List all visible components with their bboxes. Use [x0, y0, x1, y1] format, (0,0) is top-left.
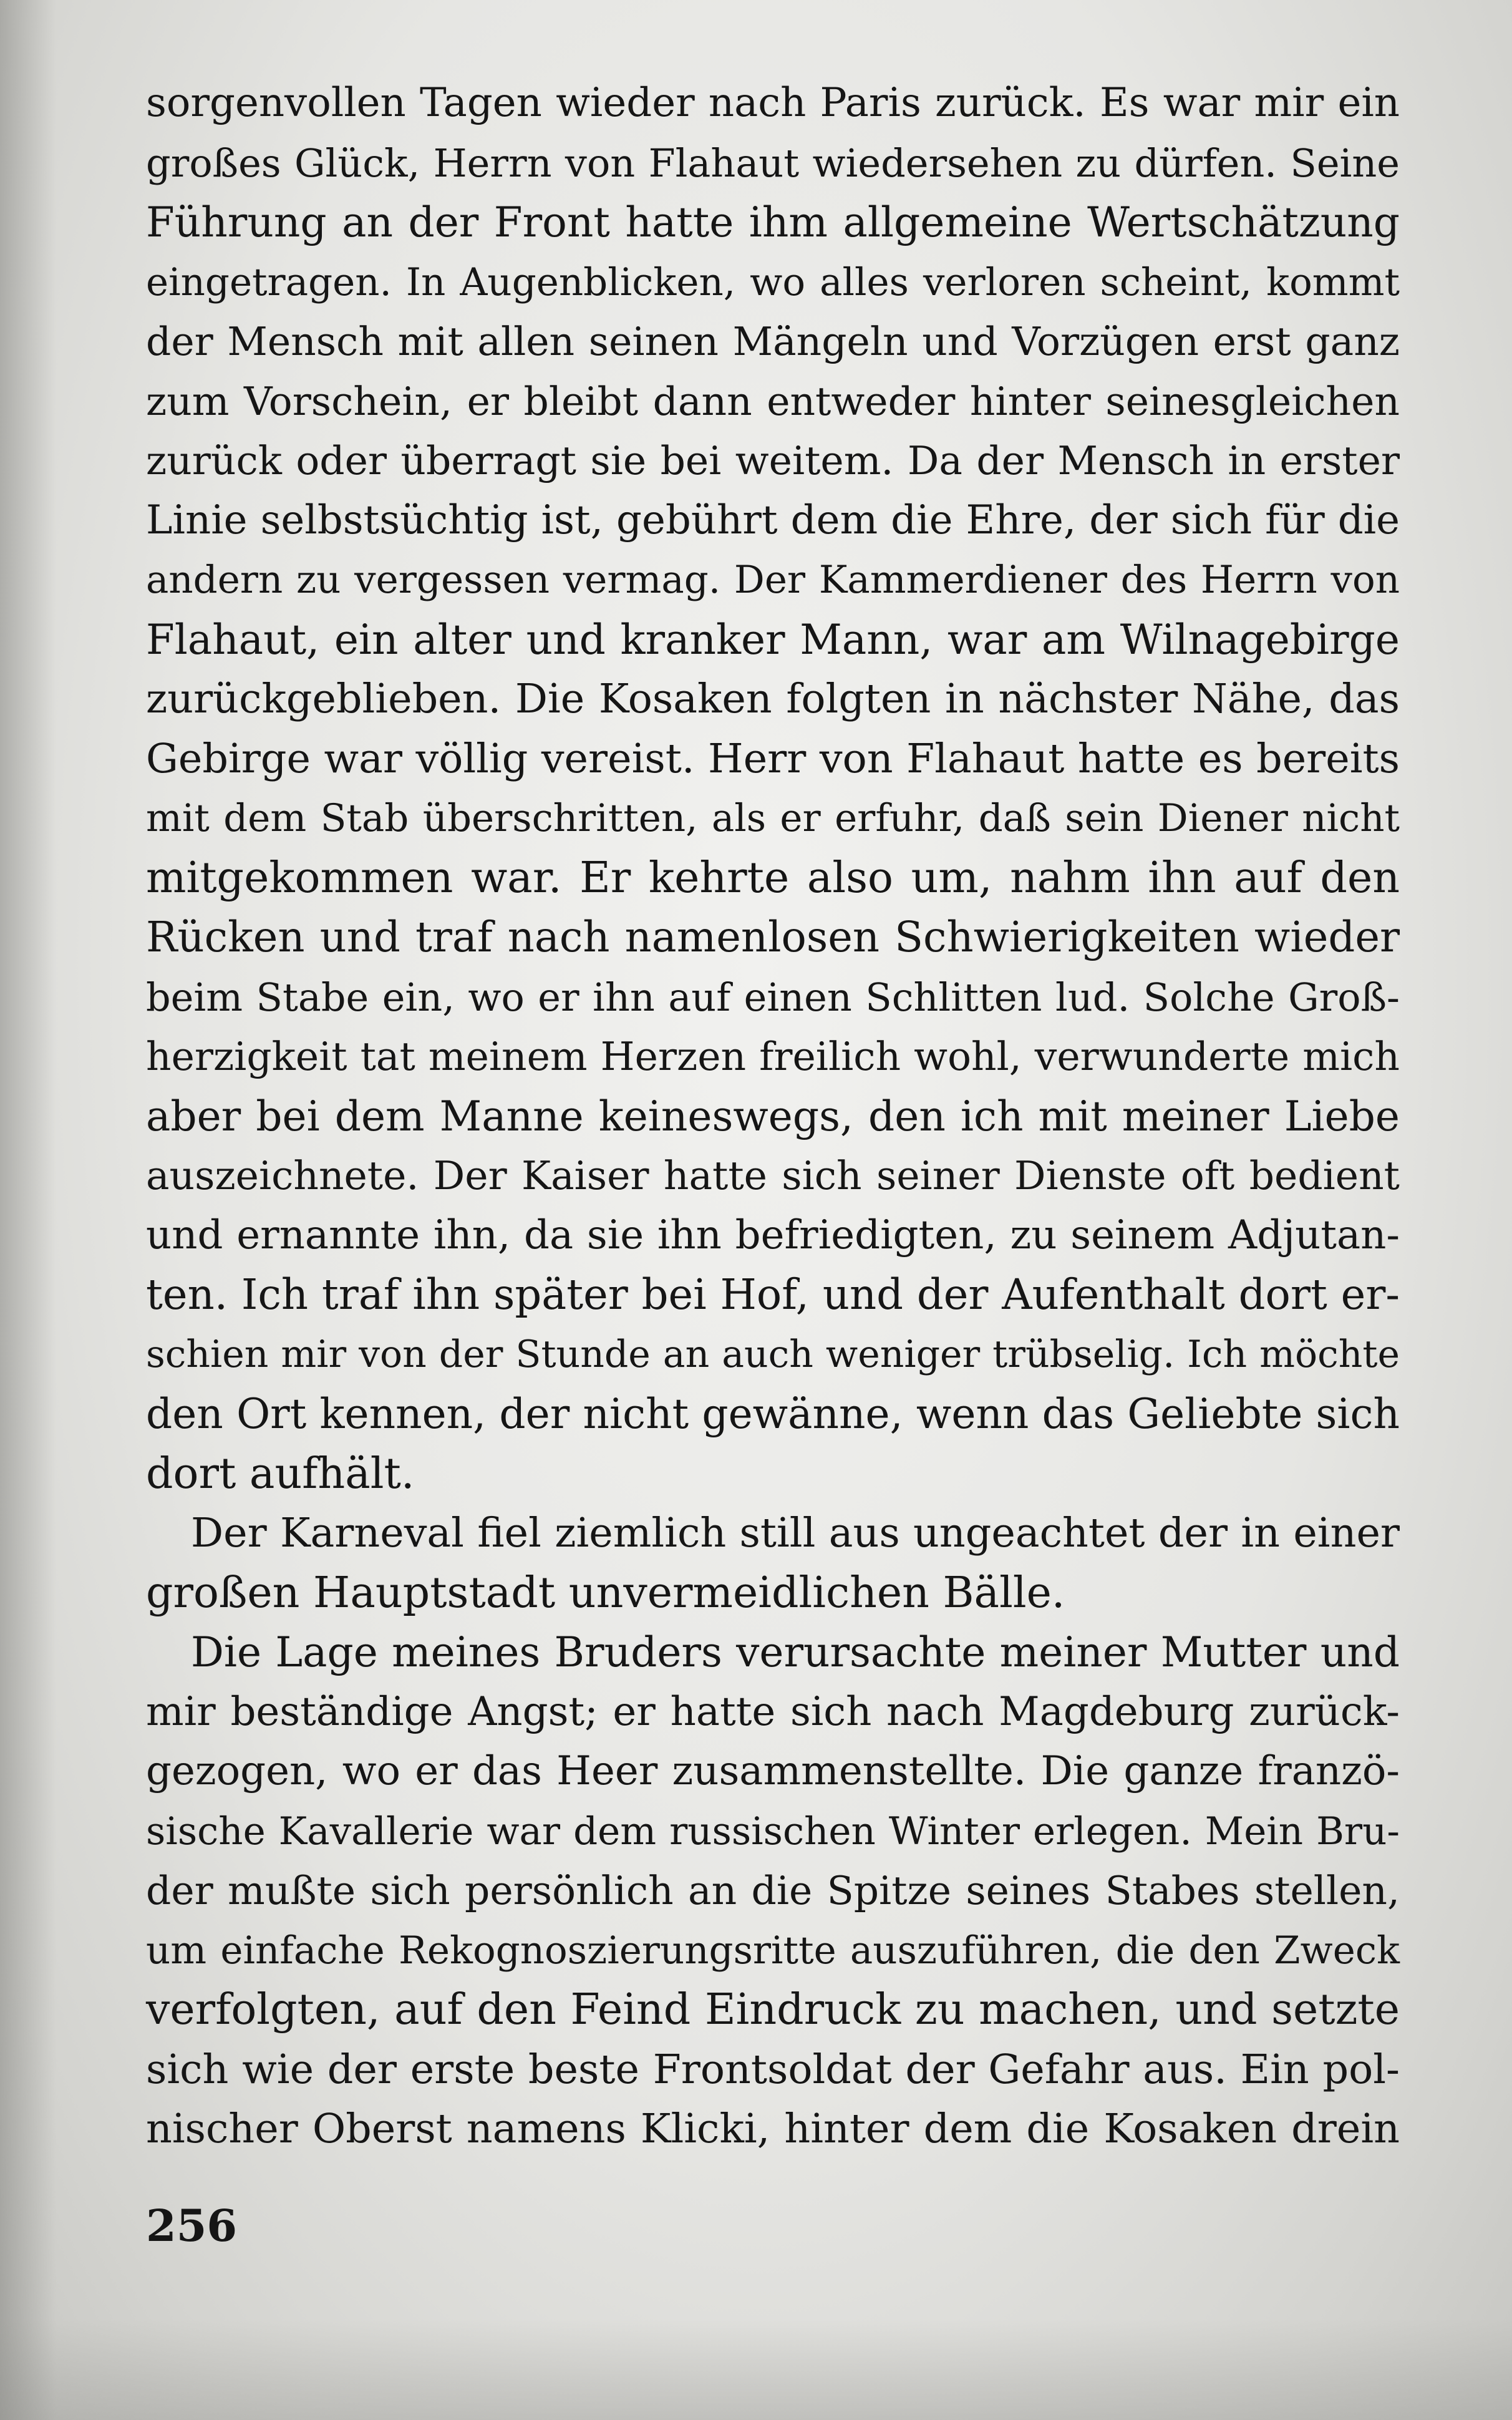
text-line: schien mir von der Stunde an auch weniger trübselig. Ich möchte — [146, 1332, 1400, 1376]
text-line: zurück oder überragt sie bei weitem. Da der Mensch in erster — [146, 438, 1400, 484]
text-line: Gebirge war völlig vereist. Herr von Flahaut hatte es bereits — [146, 735, 1400, 782]
text-line: auszeichnete. Der Kaiser hatte sich seiner Dienste oft bedient — [146, 1153, 1400, 1198]
text-line: der Mensch mit allen seinen Mängeln und Vorzügen erst ganz — [146, 319, 1400, 364]
text-line: der mußte sich persönlich an die Spitze seines Stabes stellen, — [146, 1868, 1400, 1913]
text-line: großes Glück, Herrn von Flahaut wiedersehen zu dürfen. Seine — [146, 140, 1400, 186]
text-line: um einfache Rekognoszierungsritte auszuführen, die den Zweck — [146, 1928, 1400, 1973]
text-line: den Ort kennen, der nicht gewänne, wenn das Geliebte sich — [146, 1390, 1400, 1438]
text-line: Der Karneval fiel ziemlich still aus ungeachtet der in einer — [191, 1510, 1400, 1557]
text-line: mitgekommen war. Er kehrte also um, nahm ihn auf den — [146, 853, 1400, 903]
text-line: sische Kavallerie war dem russischen Winter erlegen. Mein Bru- — [146, 1809, 1400, 1854]
text-line: sich wie der erste beste Frontsoldat der Gefahr aus. Ein pol- — [146, 2046, 1400, 2093]
text-line: gezogen, wo er das Heer zusammenstellte. Die ganze franzö- — [146, 1748, 1400, 1794]
text-line: mit dem Stab überschritten, als er erfuhr, daß sein Diener nicht — [146, 796, 1400, 840]
text-line: und ernannte ihn, da sie ihn befriedigten, zu seinem Adjutan- — [146, 1212, 1400, 1258]
text-line: ten. Ich traf ihn später bei Hof, und der Aufenthalt dort er- — [146, 1270, 1400, 1319]
page-edge-shadow — [0, 0, 56, 2420]
text-line: aber bei dem Manne keineswegs, den ich mit meiner Liebe — [146, 1092, 1400, 1140]
text-line: sorgenvollen Tagen wieder nach Paris zurück. Es war mir ein — [146, 80, 1400, 126]
text-line: zum Vorschein, er bleibt dann entweder hinter seinesgleichen — [146, 378, 1400, 424]
page-number: 256 — [146, 2200, 238, 2252]
text-line: Führung an der Front hatte ihm allgemeine Wertschätzung — [146, 198, 1400, 246]
text-line: großen Hauptstadt unvermeidlichen Bälle. — [146, 1568, 1065, 1618]
text-line: mir beständige Angst; er hatte sich nach Magdeburg zurück- — [146, 1688, 1400, 1735]
text-line: Rücken und traf nach namenlosen Schwierigkeiten wieder — [146, 913, 1400, 961]
body-text — [146, 74, 1400, 2159]
text-line: Die Lage meines Bruders verursachte meiner Mutter und — [191, 1628, 1400, 1676]
paragraph-2 — [146, 1504, 1400, 1623]
text-line: andern zu vergessen vermag. Der Kammerdiener des Herrn von — [146, 558, 1400, 602]
page-bottom-shadow — [0, 2320, 1512, 2420]
text-line: verfolgten, auf den Feind Eindruck zu machen, und setzte — [146, 1985, 1400, 2034]
paragraph-1 — [146, 74, 1400, 1504]
text-line: dort aufhält. — [146, 1449, 415, 1499]
text-line: zurückgeblieben. Die Kosaken folgten in nächster Nähe, das — [146, 676, 1400, 722]
text-line: herzigkeit tat meinem Herzen freilich wohl, verwunderte mich — [146, 1034, 1400, 1079]
text-line: Flahaut, ein alter und kranker Mann, war am Wilnagebirge — [146, 615, 1400, 664]
text-line: nischer Oberst namens Klicki, hinter dem die Kosaken drein — [146, 2106, 1400, 2152]
text-line: eingetragen. In Augenblicken, wo alles verloren scheint, kommt — [146, 260, 1400, 304]
paragraph-3 — [146, 1623, 1400, 2159]
text-line: beim Stabe ein, wo er ihn auf einen Schlitten lud. Solche Groß- — [146, 974, 1400, 1020]
text-line: Linie selbstsüchtig ist, gebührt dem die Ehre, der sich für die — [146, 497, 1400, 543]
